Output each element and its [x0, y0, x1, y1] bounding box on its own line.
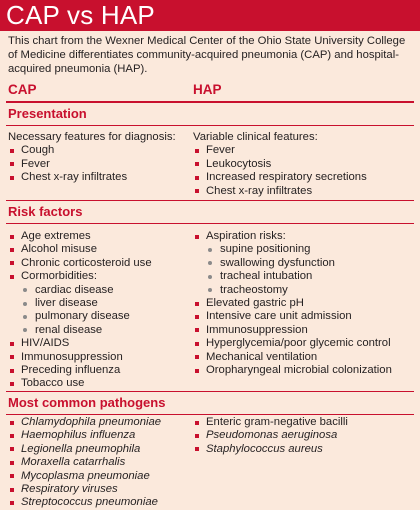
divider — [6, 223, 414, 224]
list-lead: Variable clinical features: — [193, 131, 318, 143]
cap-pathogen-list — [8, 416, 161, 510]
section-title-risk-factors: Risk factors — [8, 204, 83, 219]
list-item: Preceding influenza — [8, 364, 152, 377]
list-lead: Necessary features for diagnosis: — [8, 131, 176, 143]
list-item: Streptococcus pneumoniae — [8, 496, 161, 509]
list-item: Fever — [8, 158, 176, 171]
page-title: CAP vs HAP — [0, 0, 420, 31]
cap-risk-list — [8, 230, 152, 391]
sub-list-item: tracheal intubation — [193, 270, 392, 283]
list-item: Immunosuppression — [193, 324, 392, 337]
hap-presentation-list — [193, 131, 367, 198]
sub-list-item: pulmonary disease — [8, 310, 152, 323]
column-header-hap: HAP — [193, 82, 222, 97]
list-item: Legionella pneumophila — [8, 443, 161, 456]
divider — [6, 200, 414, 201]
list-item: Aspiration risks: — [193, 230, 392, 243]
list-item: Fever — [193, 144, 367, 157]
sub-list-item: cardiac disease — [8, 284, 152, 297]
list-item: Intensive care unit admission — [193, 310, 392, 323]
section-title-pathogens: Most common pathogens — [8, 395, 166, 410]
list-item: Cormorbidities: — [8, 270, 152, 283]
list-item: Chest x-ray infiltrates — [193, 185, 367, 198]
list-item: Hyperglycemia/poor glycemic control — [193, 337, 392, 350]
list-item: Staphylococcus aureus — [193, 443, 348, 456]
list-item: Pseudomonas aeruginosa — [193, 429, 348, 442]
list-item: Elevated gastric pH — [193, 297, 392, 310]
sub-list-item: liver disease — [8, 297, 152, 310]
list-item: Moraxella catarrhalis — [8, 456, 161, 469]
list-item: Chest x-ray infiltrates — [8, 171, 176, 184]
divider — [6, 391, 414, 392]
list-item: Chlamydophila pneumoniae — [8, 416, 161, 429]
sub-list-item: supine positioning — [193, 243, 392, 256]
list-item: Immunosuppression — [8, 351, 152, 364]
list-item: Respiratory viruses — [8, 483, 161, 496]
list-item: Alcohol misuse — [8, 243, 152, 256]
list-item: Mycoplasma pneumoniae — [8, 470, 161, 483]
list-item: Mechanical ventilation — [193, 351, 392, 364]
list-item: Leukocytosis — [193, 158, 367, 171]
list-item: Cough — [8, 144, 176, 157]
sub-list-item: swallowing dysfunction — [193, 257, 392, 270]
section-title-presentation: Presentation — [8, 106, 87, 121]
list-item: Oropharyngeal microbial colonization — [193, 364, 392, 377]
list-item: Haemophilus influenza — [8, 429, 161, 442]
hap-risk-list — [193, 230, 392, 377]
list-item: HIV/AIDS — [8, 337, 152, 350]
divider — [6, 101, 414, 103]
hap-pathogen-list — [193, 416, 348, 456]
list-item: Enteric gram-negative bacilli — [193, 416, 348, 429]
sub-list-item: tracheostomy — [193, 284, 392, 297]
list-item: Age extremes — [8, 230, 152, 243]
divider — [6, 414, 414, 415]
list-item: Increased respiratory secretions — [193, 171, 367, 184]
column-header-cap: CAP — [8, 82, 37, 97]
sub-list-item: renal disease — [8, 324, 152, 337]
cap-presentation-list — [8, 131, 176, 185]
intro-text: This chart from the Wexner Medical Center of the Ohio State University College of Medicine differentiates community-acquired pneumonia (CAP) and hospital-acquired pneumonia (HAP). — [8, 35, 406, 75]
divider — [6, 125, 414, 126]
list-item: Chronic corticosteroid use — [8, 257, 152, 270]
list-item: Tobacco use — [8, 377, 152, 390]
